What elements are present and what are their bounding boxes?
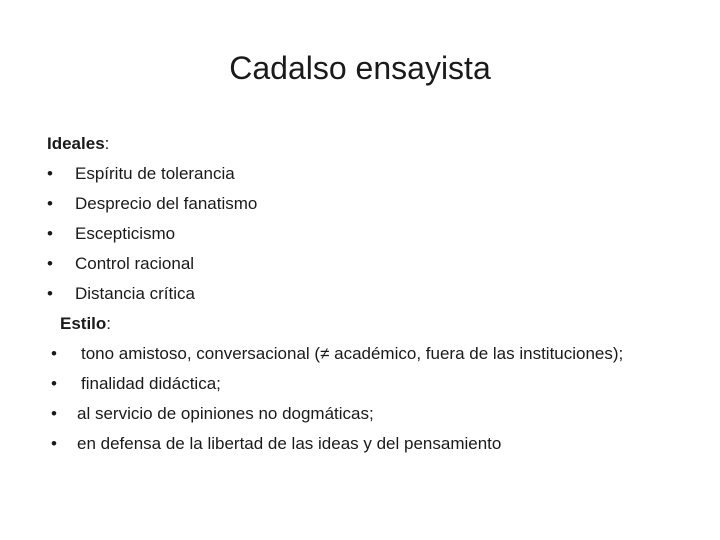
list-item-text: finalidad didáctica; [81,374,221,393]
list-item-text: tono amistoso, conversacional (≠ académico, fuera de las instituciones); [81,344,624,363]
list-item [47,279,707,309]
bullet-icon: • [51,404,57,423]
list-item-text: en defensa de la libertad de las ideas y del pensamiento [77,434,502,453]
bullet-icon: • [47,224,53,243]
list-item-text: Distancia crítica [75,284,195,303]
ideales-heading-colon: : [104,134,110,153]
list-item [47,339,707,369]
list-item [47,189,707,219]
list-item-text: Desprecio del fanatismo [75,194,258,213]
bullet-icon: • [47,164,53,183]
list-item [47,219,707,249]
list-item [47,159,707,189]
list-item-text: Espíritu de tolerancia [75,164,235,183]
bullet-icon: • [51,434,57,453]
bullet-icon: • [47,194,53,213]
list-item [47,429,707,459]
bullet-icon: • [51,374,57,393]
list-item-text: Escepticismo [75,224,176,243]
bullet-icon: • [47,284,53,303]
list-item [47,249,707,279]
estilo-heading [47,309,707,339]
list-item [47,369,707,399]
ideales-list [47,159,707,309]
estilo-heading-colon: : [106,314,112,333]
estilo-heading-label: Estilo [60,314,107,333]
bullet-icon: • [51,344,57,363]
bullet-icon: • [47,254,53,273]
list-item [47,399,707,429]
list-item-text: Control racional [75,254,195,273]
slide-title: Cadalso ensayista [229,50,491,86]
estilo-list [47,339,707,459]
ideales-heading [47,129,707,159]
slide-content [47,129,707,459]
list-item-text: al servicio de opiniones no dogmáticas; [77,404,374,423]
ideales-heading-label: Ideales [47,134,105,153]
